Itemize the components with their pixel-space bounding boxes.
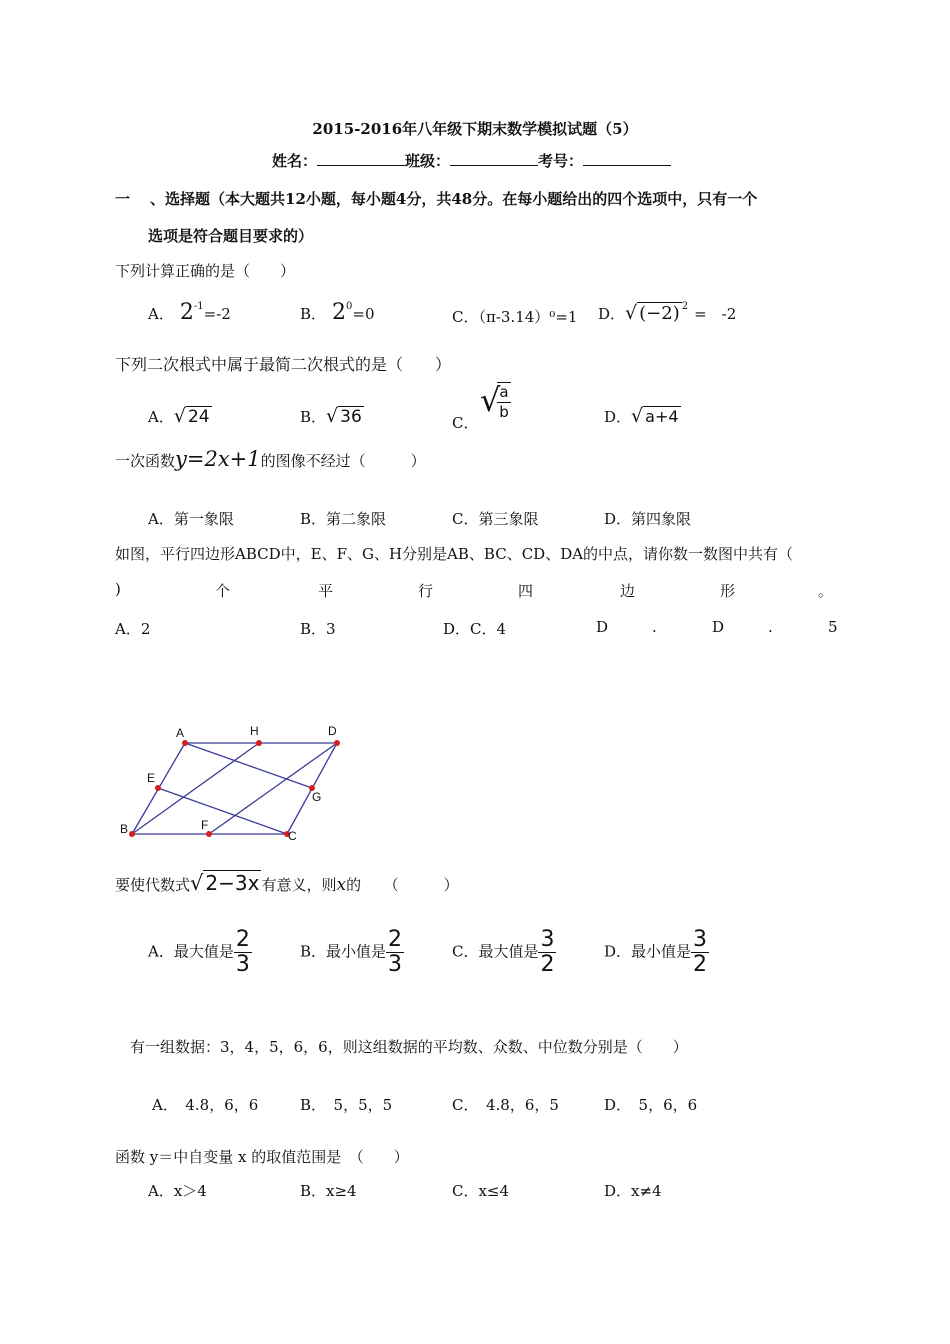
class-blank <box>450 151 538 166</box>
section-number: 一 <box>115 190 131 208</box>
label-g: G <box>312 790 322 804</box>
q5-d-num: 3 <box>693 927 708 952</box>
radical-sign: √ <box>190 871 204 895</box>
q2-b-radicand: 36 <box>340 407 362 427</box>
segment-fd <box>209 743 337 834</box>
q2-c-num: a <box>497 383 511 403</box>
q5-c-num: 3 <box>540 927 555 952</box>
q2-d-radicand: a+4 <box>645 407 679 426</box>
q4-option-c: D．C．4 <box>443 620 507 638</box>
parallelogram-figure <box>110 715 350 850</box>
q5-b-fraction <box>386 928 404 977</box>
q1-option-c: C．（π-3.14）⁰=1 <box>452 308 578 326</box>
q5-a-fraction <box>234 928 252 977</box>
section-heading <box>115 188 757 209</box>
radical-sign: √ <box>631 405 644 427</box>
q1-a-rest: =-2 <box>203 305 231 323</box>
name-blank <box>317 151 405 166</box>
q1-b-exp: 0 <box>346 301 353 312</box>
q5-c-fraction <box>538 928 556 977</box>
q1-option-d <box>598 302 736 324</box>
q5-a-num: 2 <box>235 927 250 952</box>
exam-no-label: 考号： <box>538 152 584 170</box>
label-f: F <box>201 818 209 832</box>
q5-b-den: 3 <box>388 952 403 977</box>
q3-option-b: B．第二象限 <box>300 510 387 528</box>
q1-b-label: B． <box>300 305 327 323</box>
q4-option-d-3: 5 <box>828 618 838 636</box>
q2-b-label: B． <box>300 408 327 426</box>
q7-stem: 函数 y＝中自变量 x 的取值范围是 （ ） <box>115 1148 409 1166</box>
q1-option-a <box>148 300 231 325</box>
q2-option-d <box>604 405 681 427</box>
q4-line2-c3: 行 <box>418 582 434 600</box>
q2-a-label: A． <box>148 408 174 426</box>
q4-line1: 如图，平行四边形ABCD中，E、F、G、H分别是AB、BC、CD、DA的中点，请你数一数图中共有（ <box>115 545 794 563</box>
radical-sign: √ <box>326 405 339 427</box>
q2-stem: 下列二次根式中属于最简二次根式的是（ ） <box>115 355 452 374</box>
q2-option-b <box>300 405 364 427</box>
class-label: 班级： <box>405 152 451 170</box>
q5-stem <box>115 870 459 895</box>
segment-bh <box>132 743 259 834</box>
q2-c-label: C． <box>452 414 479 432</box>
q5-option-d <box>604 928 709 977</box>
q4-line2-c7: 。 <box>818 582 834 600</box>
q3-stem-pre: 一次函数 <box>115 452 176 470</box>
q5-c-den: 2 <box>540 952 555 977</box>
point-e <box>155 785 161 791</box>
q4-option-dot-2: . <box>768 618 773 636</box>
q6-stem: 有一组数据：3，4，5，6，6，则这组数据的平均数、众数、中位数分别是（ ） <box>130 1038 688 1056</box>
q4-line2-c1: 个 <box>215 582 231 600</box>
q5-option-a <box>148 928 252 977</box>
section-line2: 选项是符合题目要求的） <box>148 227 314 245</box>
q5-a-den: 3 <box>235 952 250 977</box>
q4-option-d-1: D <box>596 618 609 636</box>
section-line1: 、选择题（本大题共12小题，每小题4分，共48分。在每小题给出的四个选项中，只有一个 <box>150 190 758 208</box>
q5-b-text: B．最小值是 <box>300 942 387 961</box>
q5-stem-pre: 要使代数式 <box>115 876 191 894</box>
radical-sign: √ <box>173 405 186 427</box>
q1-a-exp: -1 <box>193 301 204 312</box>
student-info-line <box>272 150 671 171</box>
q1-d-radicand: (−2) <box>639 303 680 324</box>
q4-line2-c5: 边 <box>620 582 636 600</box>
q4-option-b: B．3 <box>300 620 336 638</box>
q2-option-a <box>148 405 212 427</box>
label-a: A <box>176 726 185 740</box>
q4-line2-c2: 平 <box>318 582 334 600</box>
label-c: C <box>288 829 297 843</box>
q4-option-d-2: D <box>712 618 725 636</box>
q6-option-b: B． 5，5，5 <box>300 1096 393 1114</box>
q2-c-den: b <box>499 403 509 421</box>
q6-option-a: A． 4.8，6，6 <box>152 1096 259 1114</box>
q1-b-rest: =0 <box>352 305 375 323</box>
name-label: 姓名： <box>272 152 318 170</box>
point-h <box>256 740 262 746</box>
q5-option-c <box>452 928 556 977</box>
q3-option-c: C．第三象限 <box>452 510 539 528</box>
q1-b-base: 2 <box>332 300 347 325</box>
q7-option-a: A．x＞4 <box>148 1182 207 1200</box>
q4-line2-c0: ) <box>115 580 121 598</box>
q3-stem-post: 的图像不经过（ ） <box>260 452 426 470</box>
point-a <box>182 740 188 746</box>
radical-sign: √ <box>480 381 501 419</box>
q1-d-exp: 2 <box>681 301 689 312</box>
q7-option-b: B．x≥4 <box>300 1182 357 1200</box>
page-title: 2015-2016年八年级下期末数学模拟试题（5） <box>312 120 638 138</box>
q4-line2-c6: 形 <box>720 582 736 600</box>
point-b <box>129 831 135 837</box>
point-d <box>334 740 340 746</box>
segment-ec <box>158 788 287 834</box>
q1-d-rest: = -2 <box>694 305 737 323</box>
q6-option-d: D． 5，6，6 <box>604 1096 698 1114</box>
q3-formula: y=2x+1 <box>175 447 261 471</box>
label-e: E <box>147 771 156 785</box>
radical-sign: √ <box>625 302 638 324</box>
q3-stem <box>115 447 426 471</box>
q1-d-label: D． <box>598 305 626 323</box>
exam-no-blank <box>583 151 671 166</box>
label-h: H <box>250 724 259 738</box>
q4-option-dot-1: . <box>652 618 657 636</box>
q6-option-c: C． 4.8，6，5 <box>452 1096 559 1114</box>
q4-line2-c4: 四 <box>518 582 534 600</box>
q5-b-num: 2 <box>388 927 403 952</box>
q5-radicand: 2−3x <box>205 871 260 895</box>
q1-option-b <box>300 300 375 325</box>
q2-a-radicand: 24 <box>187 407 210 427</box>
q5-option-b <box>300 928 404 977</box>
q1-a-base: 2 <box>179 300 194 325</box>
q5-stem-mid: 有意义，则 <box>261 876 337 894</box>
label-b: B <box>120 822 129 836</box>
q5-c-text: C．最大值是 <box>452 942 539 961</box>
q4-option-a: A．2 <box>115 620 151 638</box>
q5-d-text: D．最小值是 <box>604 942 692 961</box>
q5-a-text: A．最大值是 <box>148 942 234 961</box>
q5-d-den: 2 <box>693 952 708 977</box>
q2-c-fraction <box>497 382 511 422</box>
q7-option-d: D．x≠4 <box>604 1182 662 1200</box>
q5-d-fraction <box>691 928 709 977</box>
q3-option-a: A．第一象限 <box>148 510 234 528</box>
q2-d-label: D． <box>604 408 632 426</box>
q5-var: x <box>336 875 347 895</box>
q5-stem-post: 的 （ ） <box>346 876 459 894</box>
q1-stem: 下列计算正确的是（ ） <box>115 262 296 280</box>
q1-a-label: A． <box>148 305 174 323</box>
q7-option-c: C．x≤4 <box>452 1182 510 1200</box>
label-d: D <box>328 724 337 738</box>
q3-option-d: D．第四象限 <box>604 510 692 528</box>
